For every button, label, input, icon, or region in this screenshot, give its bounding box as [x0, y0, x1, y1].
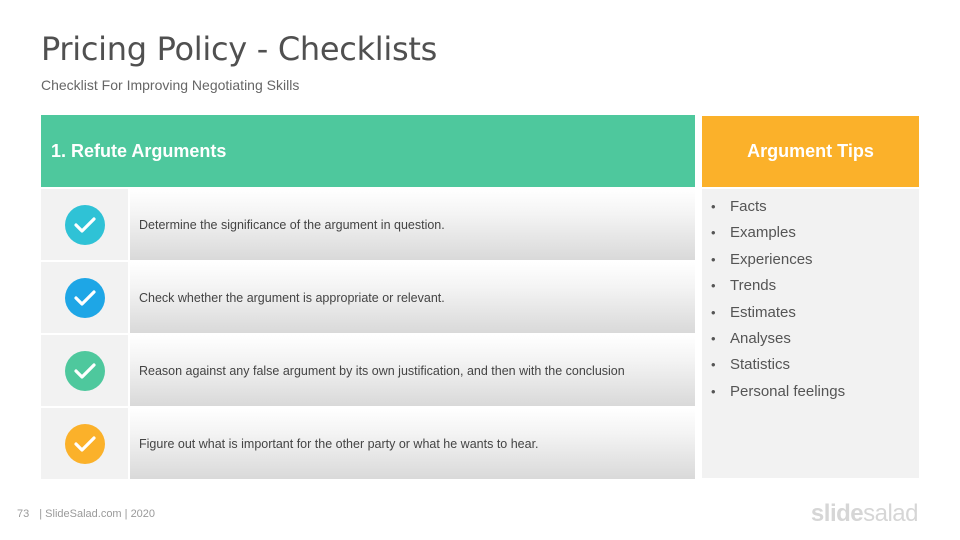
tip-label: Analyses	[730, 329, 791, 347]
tip-label: Trends	[730, 277, 777, 295]
bullet-icon: •	[711, 199, 716, 214]
checkmark-icon	[65, 205, 105, 245]
checkmark-icon	[65, 424, 105, 464]
list-item	[711, 250, 845, 276]
checklist-text-cell	[130, 262, 695, 333]
checklist-item-text: Figure out what is important for the other party or what he wants to hear.	[139, 436, 539, 451]
page-subtitle: Checklist For Improving Negotiating Skills	[41, 77, 300, 93]
checkmark-icon	[65, 278, 105, 318]
list-item	[711, 355, 845, 381]
bullet-icon: •	[711, 278, 716, 294]
checklist-row	[41, 335, 695, 406]
tip-label: Estimates	[730, 303, 796, 321]
list-item	[711, 276, 845, 302]
checkmark-icon	[65, 351, 105, 391]
tip-label: Statistics	[730, 356, 791, 374]
tip-label: Experiences	[730, 250, 813, 268]
checklist-text-cell	[130, 408, 695, 479]
list-item	[711, 329, 845, 355]
checklist-icon-cell	[41, 262, 128, 333]
checklist-header-label: 1. Refute Arguments	[51, 140, 227, 161]
brand-logo	[811, 500, 918, 528]
checklist-item-text: Determine the significance of the argument in question.	[139, 217, 445, 232]
bullet-icon: •	[711, 383, 716, 399]
bullet-icon: •	[711, 357, 716, 373]
checklist-row	[41, 408, 695, 479]
checklist-header	[41, 115, 695, 187]
tip-label: Examples	[730, 224, 796, 242]
bullet-icon: •	[711, 304, 716, 320]
tips-header	[702, 116, 919, 187]
list-item	[711, 197, 845, 223]
tip-label: Personal feelings	[730, 382, 846, 400]
checklist-row	[41, 189, 695, 260]
checklist-icon-cell	[41, 189, 128, 260]
checklist-item-text: Check whether the argument is appropriate or relevant.	[139, 290, 445, 305]
bullet-icon: •	[711, 330, 716, 346]
tips-panel	[702, 189, 919, 478]
brand-logo-thin: salad	[863, 500, 918, 527]
footer	[17, 508, 155, 520]
tips-list	[711, 197, 845, 408]
list-item	[711, 382, 845, 408]
checklist-item-text: Reason against any false argument by its own justification, and then with the conclusion	[139, 363, 625, 378]
checklist-icon-cell	[41, 408, 128, 479]
list-item	[711, 303, 845, 329]
list-item	[711, 223, 845, 249]
tips-header-label: Argument Tips	[747, 141, 874, 161]
page-title: Pricing Policy - Checklists	[41, 30, 437, 68]
checklist-row	[41, 262, 695, 333]
page-number: 73	[17, 508, 30, 520]
bullet-icon: •	[711, 251, 716, 267]
tip-label: Facts	[730, 198, 767, 215]
checklist-text-cell	[130, 335, 695, 406]
footer-credit: | SlideSalad.com | 2020	[39, 508, 156, 520]
checklist-text-cell	[130, 189, 695, 260]
checklist-icon-cell	[41, 335, 128, 406]
bullet-icon: •	[711, 225, 716, 241]
brand-logo-bold: slide	[810, 500, 864, 527]
